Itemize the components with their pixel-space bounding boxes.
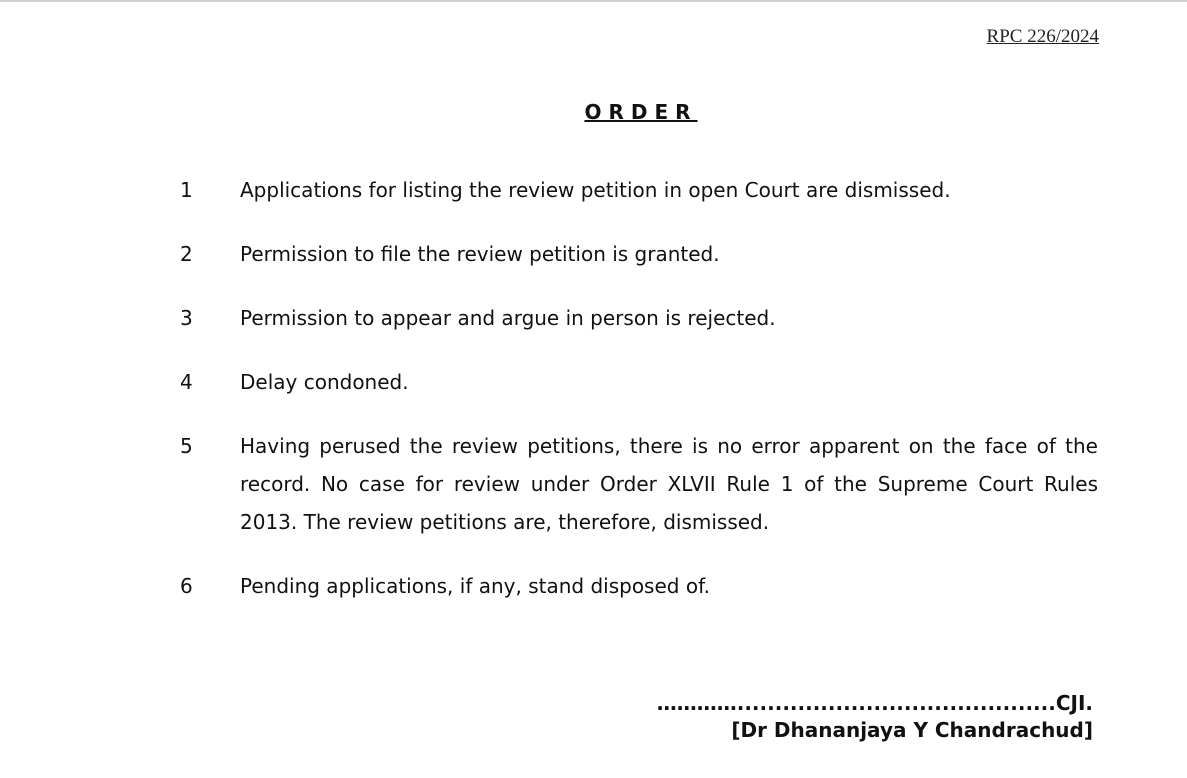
order-item-number: 3 <box>180 306 193 330</box>
order-item <box>180 171 1098 209</box>
order-item-number: 5 <box>180 434 193 458</box>
signatory-name: [Dr Dhananjaya Y Chandrachud] <box>731 718 1093 742</box>
order-item <box>180 363 1098 401</box>
order-item-text: Having perused the review petitions, there is no error apparent on the face of the record. No case for review under Order XLVII Rule 1 of the Supreme Court Rules 2013. The review petitions are, therefore, dismissed. <box>240 434 1098 534</box>
order-item-text: Pending applications, if any, stand disposed of. <box>240 574 711 598</box>
order-item-number: 6 <box>180 574 193 598</box>
order-item-text: Applications for listing the review petition in open Court are dismissed. <box>240 178 951 202</box>
order-item <box>180 567 1098 605</box>
signature-block <box>657 690 1093 744</box>
order-items-list <box>180 171 1098 631</box>
case-reference: RPC 226/2024 <box>986 26 1099 47</box>
order-item-number: 4 <box>180 370 193 394</box>
order-item-number: 2 <box>180 242 193 266</box>
order-item-number: 1 <box>180 178 193 202</box>
order-item <box>180 235 1098 273</box>
order-item <box>180 427 1098 541</box>
order-item <box>180 299 1098 337</box>
order-item-text: Permission to appear and argue in person is rejected. <box>240 306 776 330</box>
order-title: ORDER <box>584 100 698 124</box>
order-item-text: Delay condoned. <box>240 370 409 394</box>
order-item-text: Permission to file the review petition is granted. <box>240 242 720 266</box>
signature-line: …………..........................................CJI. <box>656 691 1093 715</box>
